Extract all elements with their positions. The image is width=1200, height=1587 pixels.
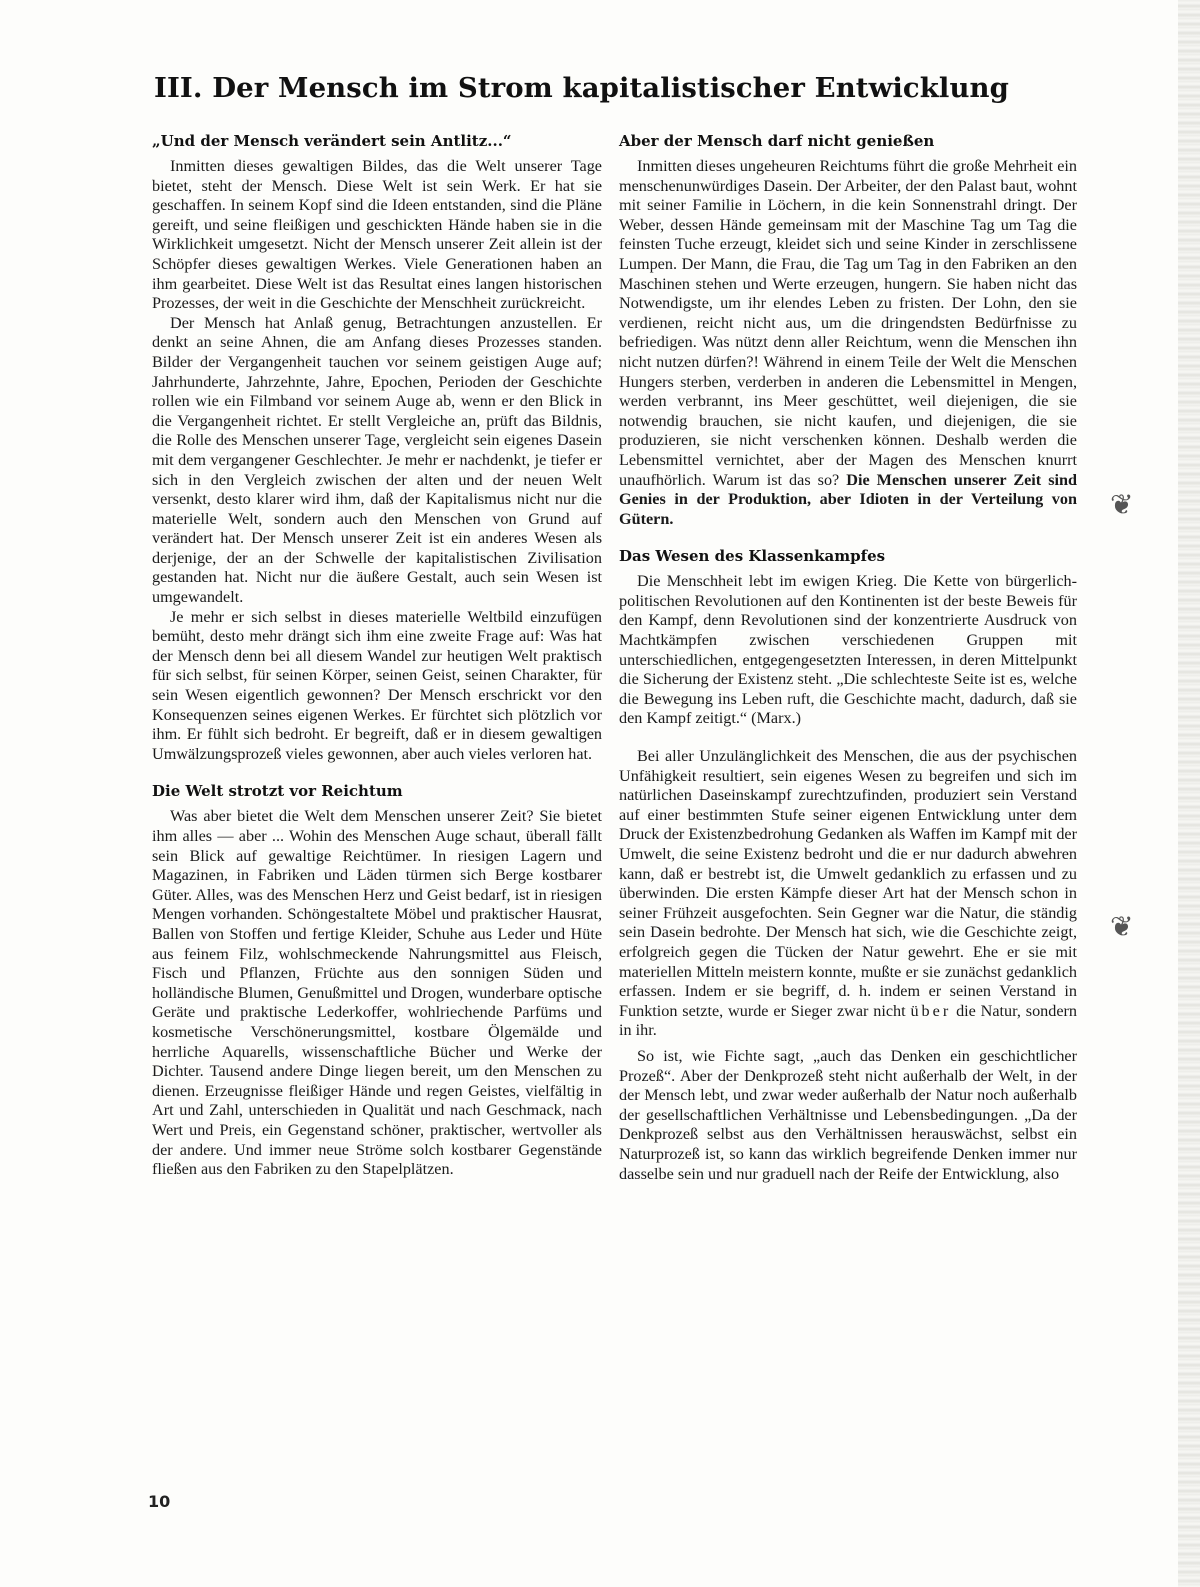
page-number: 10 xyxy=(148,1492,171,1511)
paragraph: Der Mensch hat Anlaß genug, Betrachtungen anzustellen. Er denkt an seine Ahnen, die am Anfang dieses Prozesses standen. Bilder der Vergangenheit tauchen vor seinem geistigen Auge auf; Jahrhunderte, Jahrzehnte, Jahre, Epochen, Perioden der Geschichte rollen wie ein Filmband vor seinem Auge ab, wenn er den Blick in die Vergangenheit richtet. Er stellt Vergleiche an, prüft das Bildnis, die Rolle des Menschen unserer Tage, vergleicht sein eigenes Dasein mit dem vergangener Geschlechter. Je mehr er nachdenkt, je tiefer er sich in den Vergleich zwischen der alten und der neuen Welt versenkt, desto klarer wird ihm, daß der Kapitalismus nicht nur die materielle Welt, sondern auch den Menschen von Grund auf verändert hat. Der Mensch unserer Zeit ist ein anderes Wesen als derjenige, der an der Schwelle der kapitalistischen Zivilisation gestanden hat. Nicht nur die äußere Gestalt, auch sein Wesen ist umgewandelt. xyxy=(152,313,602,607)
paragraph xyxy=(619,747,1077,1041)
scan-edge xyxy=(1178,0,1200,1587)
paragraph: So ist, wie Fichte sagt, „auch das Denken ein geschichtlicher Prozeß“. Aber der Denkprozeß steht nicht außerhalb der Welt, in der der Mensch lebt, und zwar weder außerhalb der Natur noch außerhalb der gesellschaftlichen Verhältnisse und Lebensbedingungen. „Da der Denkprozeß selbst aus den Verhältnissen herauswächst, selbst ein Naturprozeß ist, so kann das wirklich begreifende Denken immer nur dasselbe sein und nur graduell nach der Reife der Entwicklung, also xyxy=(619,1046,1077,1183)
section-heading-reichtum: Die Welt strotzt vor Reichtum xyxy=(152,782,403,801)
left-column xyxy=(152,132,602,1180)
paragraph xyxy=(619,157,1077,529)
section-heading-klassenkampf: Das Wesen des Klassenkampfes xyxy=(619,547,886,566)
paragraph: Inmitten dieses gewaltigen Bildes, das die Welt unserer Tage bietet, steht der Mensch. Diese Welt ist sein Werk. Er hat sie geschaffen. In seinem Kopf sind die Ideen entstanden, sind die Pläne gereift, und seine fleißigen und geschickten Hände haben sie in die Wirklichkeit umgesetzt. Nicht der Mensch unserer Zeit allein ist der Schöpfer dieses gewaltigen Werkes. Viele Generationen haben an ihm gearbeitet. Diese Welt ist das Resultat eines langen historischen Prozesses, der weit in die Geschichte der Menschheit zurückreicht. xyxy=(152,157,602,313)
paragraph-text-end: die Natur, sondern in ihr. xyxy=(619,1001,1078,1040)
margin-ornament-icon: ❦ xyxy=(1110,488,1134,521)
section-heading-geniessen: Aber der Mensch darf nicht genießen xyxy=(619,132,935,150)
paragraph: Was aber bietet die Welt dem Menschen unserer Zeit? Sie bietet ihm alles — aber ... Wohin des Menschen Auge schaut, überall fällt sein Blick auf gewaltige Reichtümer. In riesigen Lagern und Magazinen, in Fabriken und Läden türmen sich Berge kostbarer Güter. Alles, was des Menschen Herz und Geist bedarf, ist in riesigen Mengen vorhanden. Schöngestaltete Möbel und praktischer Hausrat, Ballen von Stoffen und fertige Kleider, Schuhe aus Leder und Hüte aus feinem Filz, wohlschmeckende Nahrungsmittel aus Fleisch, Fisch und Pflanzen, Früchte aus den sonnigen Süden und holländische Blumen, Genußmittel und Drogen, wunderbare optische Geräte und praktische Lederkoffer, wohlriechende Parfüms und kosmetische Verschönerungsmittel, kostbare Ölgemälde und herrliche Aquarells, wissenschaftliche Bücher und Werke der Dichter. Tausend andere Dinge liegen bereit, um den Menschen zu dienen. Erzeugnisse fleißiger Hände und regen Geistes, vielfältig in Art und Zahl, unterschieden in Qualität und nach Geschmack, nach Wert und Preis, ein Gegenstand schöner, praktischer, wertvoller als der andere. Und immer neue Ströme solch kostbarer Gegenstände fließen aus den Fabriken zu den Stapelplätzen. xyxy=(152,807,602,1179)
paragraph: Je mehr er sich selbst in dieses materielle Weltbild einzufügen bemüht, desto mehr drängt sich ihm eine zweite Frage auf: Was hat der Mensch denn bei all diesem Wandel zur heutigen Welt praktisch für sich selbst, für seinen Körper, seinen Geist, seinen Charakter, für sein Wesen eigentlich gewonnen? Der Mensch erschrickt vor den Konsequenzen seines eigenen Werkes. Er fürchtet sich plötzlich vor ihm. Er fühlt sich bedroht. Er begreift, daß er in diesem gewaltigen Umwälzungsprozeß vieles gewonnen, aber auch vieles verloren hat. xyxy=(152,607,602,763)
section-heading-antlitz: „Und der Mensch verändert sein Antlitz...“ xyxy=(152,132,512,150)
chapter-title: III. Der Mensch im Strom kapitalistischer Entwicklung xyxy=(154,72,1009,104)
paragraph-text: Inmitten dieses ungeheuren Reichtums führt die große Mehrheit ein menschenunwürdiges Dasein. Der Arbeiter, der den Palast baut, wohnt mit seiner Familie in Löchern, in die kein Sonnenstrahl dringt. Der Weber, dessen Hände gemeinsam mit der Maschine Tag um Tag die feinsten Tuche erzeugt, kleidet sich und seine Kinder in zerschlissene Lumpen. Der Mann, die Frau, die Tag um Tag in den Fabriken an den Maschinen stehen und Werte erzeugen, hungern. Sie haben nicht das Notwendigste, um ihr elendes Leben zu fristen. Der Lohn, den sie verdienen, reicht nicht aus, um die dringendsten Bedürfnisse zu befriedigen. Was nützt denn aller Reichtum, wenn die Menschen ihn nicht nutzen dürfen?! Während in einem Teile der Welt die Menschen Hungers sterben, verderben in anderen die Lebensmittel in Mengen, werden verbrannt, ins Meer geschüttet, weil diejenigen, die sie notwendig brauchen, sie nicht kaufen, und diejenigen, die sie produzieren, sie nicht verschenken können. Deshalb werden die Lebensmittel vernichtet, aber der Magen des Menschen knurrt unaufhörlich. Warum ist das so? xyxy=(619,157,1077,489)
spaced-word: über xyxy=(910,1001,952,1020)
paragraph: Die Menschheit lebt im ewigen Krieg. Die Kette von bürgerlich-politischen Revolutionen auf den Kontinenten ist der beste Beweis für den Kampf, denn Revolutionen sind der konzentrierte Ausdruck von Machtkämpfen zwischen verschiedenen Gruppen mit unterschiedlichen, entgegengesetzten Interessen, in deren Mittelpunkt die Sicherung der Existenz steht. „Die schlechteste Seite ist es, welche die Bewegung ins Leben ruft, die Geschichte macht, dadurch, daß sie den Kampf zeitigt.“ (Marx.) xyxy=(619,572,1077,728)
margin-ornament-icon: ❦ xyxy=(1110,910,1134,943)
right-column xyxy=(619,132,1077,1184)
paragraph-text: Bei aller Unzulänglichkeit des Menschen, die aus der psychischen Unfähigkeit resultiert, sein eigenes Wesen zu begreifen und sich im natürlichen Daseinskampf zurechtzufinden, produziert sein Verstand auf einer bestimmten Stufe seiner eigenen Entwicklung unter dem Druck der Existenzbedrohung Gedanken als Waffen im Kampf mit der Umwelt, die seine Existenz bedroht und die er nur dadurch abwehren kann, daß er bestrebt ist, die Umwelt gedanklich zu erfassen und zu überwinden. Die ersten Kämpfe dieser Art hat der Mensch schon in seiner Frühzeit ausgefochten. Sein Gegner war die Natur, die ständig sein Dasein bedrohte. Der Mensch hat sich, wie die Geschichte zeigt, erfolgreich gegen die Tücken der Natur gewehrt. Ehe er sie mit materiellen Mitteln meistern konnte, mußte er sie zunächst gedanklich erfassen. Indem er sie begriff, d. h. indem er seinen Verstand in Funktion setzte, wurde er Sieger zwar nicht xyxy=(619,747,1077,1020)
bold-statement: Die Menschen unserer Zeit sind Genies in der Produktion, aber Idioten in der Verteilung von Gütern. xyxy=(619,470,1078,528)
